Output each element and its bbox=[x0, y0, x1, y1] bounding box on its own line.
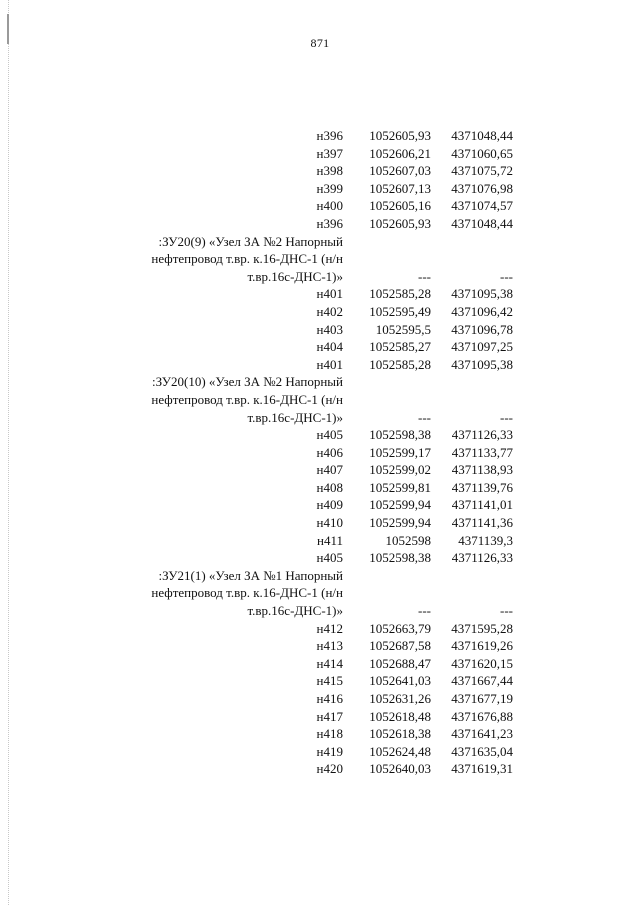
point-name: н413 bbox=[316, 638, 343, 654]
coordinate-y: 4371676,88 bbox=[451, 708, 513, 724]
point-row bbox=[116, 479, 526, 497]
point-row bbox=[116, 496, 526, 514]
point-name: н416 bbox=[316, 691, 343, 706]
coordinate-x: 1052618,48 bbox=[369, 708, 431, 724]
coordinate-y: 4371097,25 bbox=[451, 339, 513, 355]
parcel-title bbox=[116, 567, 349, 620]
point-row bbox=[116, 180, 526, 198]
coordinate-x: --- bbox=[418, 603, 431, 619]
coordinate-y: 4371126,33 bbox=[451, 427, 513, 443]
coordinate-x: 1052585,28 bbox=[369, 356, 431, 372]
parcel-title-line: нефтепровод т.вр. к.16-ДНС-1 (н/н bbox=[151, 391, 343, 407]
coordinate-x: 1052606,21 bbox=[369, 145, 431, 161]
coordinate-x: 1052585,27 bbox=[369, 339, 431, 355]
parcel-title-line: т.вр.16с-ДНС-1)» bbox=[247, 409, 343, 425]
coordinate-y: 4371060,65 bbox=[451, 145, 513, 161]
coordinate-x: --- bbox=[418, 409, 431, 425]
point-row bbox=[116, 426, 526, 444]
point-row bbox=[116, 725, 526, 743]
coordinate-x: 1052599,94 bbox=[369, 515, 431, 531]
coordinates-table bbox=[116, 127, 526, 778]
point-row bbox=[116, 285, 526, 303]
point-name: н407 bbox=[316, 462, 343, 478]
coordinate-y: 4371141,01 bbox=[451, 497, 513, 513]
parcel-title-line: т.вр.16с-ДНС-1)» bbox=[247, 603, 343, 619]
point-name: н410 bbox=[316, 515, 343, 531]
coordinate-x: 1052599,02 bbox=[369, 462, 431, 478]
coordinate-y: 4371139,3 bbox=[458, 532, 513, 548]
point-name: н396 bbox=[316, 215, 343, 231]
parcel-header-row bbox=[116, 373, 526, 426]
coordinate-x: 1052595,49 bbox=[369, 303, 431, 319]
coordinate-y: --- bbox=[500, 409, 513, 425]
point-name: н411 bbox=[317, 532, 343, 548]
coordinate-x: 1052687,58 bbox=[369, 638, 431, 654]
point-row bbox=[116, 708, 526, 726]
point-row bbox=[116, 162, 526, 180]
point-name: н396 bbox=[316, 128, 343, 143]
coordinate-x: 1052607,13 bbox=[369, 180, 431, 196]
point-row bbox=[116, 514, 526, 532]
parcel-header-row bbox=[116, 567, 526, 620]
coordinate-y: 4371048,44 bbox=[451, 215, 513, 231]
coordinate-y: 4371677,19 bbox=[451, 691, 513, 706]
point-name: н405 bbox=[316, 427, 343, 443]
point-row bbox=[116, 356, 526, 374]
point-name: н412 bbox=[316, 620, 343, 636]
coordinate-y: 4371048,44 bbox=[451, 128, 513, 143]
coordinate-x: 1052605,16 bbox=[369, 198, 431, 214]
coordinate-x: 1052598,38 bbox=[369, 427, 431, 443]
parcel-title bbox=[116, 233, 349, 286]
point-row bbox=[116, 197, 526, 215]
coordinate-y: 4371133,77 bbox=[451, 444, 513, 460]
coordinate-x: --- bbox=[418, 268, 431, 284]
point-name: н420 bbox=[316, 761, 343, 777]
coordinate-x: 1052599,81 bbox=[369, 479, 431, 495]
point-name: н415 bbox=[316, 673, 343, 689]
point-row bbox=[116, 444, 526, 462]
parcel-header-row bbox=[116, 233, 526, 286]
coordinate-x: 1052631,26 bbox=[369, 691, 431, 706]
parcel-title-line: :ЗУ21(1) «Узел ЗА №1 Напорный bbox=[158, 567, 343, 583]
coordinate-y: 4371667,44 bbox=[451, 673, 513, 689]
point-row bbox=[116, 620, 526, 638]
left-margin-scan-line bbox=[8, 0, 9, 905]
coordinate-y: 4371096,42 bbox=[451, 303, 513, 319]
point-row bbox=[116, 655, 526, 673]
point-row bbox=[116, 303, 526, 321]
point-name: н417 bbox=[316, 708, 343, 724]
coordinate-x: 1052607,03 bbox=[369, 163, 431, 179]
coordinate-x: 1052663,79 bbox=[369, 620, 431, 636]
coordinate-y: 4371138,93 bbox=[451, 462, 513, 478]
coordinate-y: 4371635,04 bbox=[451, 743, 513, 759]
coordinate-y: 4371619,26 bbox=[451, 638, 513, 654]
coordinate-x: 1052605,93 bbox=[369, 215, 431, 231]
point-row bbox=[116, 760, 526, 778]
point-row bbox=[116, 672, 526, 690]
point-name: н400 bbox=[316, 198, 343, 214]
coordinate-y: 4371641,23 bbox=[451, 726, 513, 742]
coordinate-y: 4371619,31 bbox=[451, 761, 513, 777]
coordinate-x: 1052585,28 bbox=[369, 286, 431, 302]
point-row bbox=[116, 532, 526, 550]
coordinate-y: 4371075,72 bbox=[451, 163, 513, 179]
coordinate-x: 1052599,17 bbox=[369, 444, 431, 460]
coordinate-x: 1052599,94 bbox=[369, 497, 431, 513]
point-name: н397 bbox=[316, 145, 343, 161]
parcel-title-line: нефтепровод т.вр. к.16-ДНС-1 (н/н bbox=[151, 585, 343, 601]
parcel-title-line: :ЗУ20(9) «Узел ЗА №2 Напорный bbox=[158, 233, 343, 249]
coordinate-x: 1052688,47 bbox=[369, 655, 431, 671]
point-name: н418 bbox=[316, 726, 343, 742]
coordinate-x: 1052605,93 bbox=[369, 128, 431, 143]
coordinate-y: 4371096,78 bbox=[451, 321, 513, 337]
point-name: н403 bbox=[316, 321, 343, 337]
parcel-title bbox=[116, 373, 349, 426]
coordinate-x: 1052598,38 bbox=[369, 550, 431, 566]
coordinate-y: --- bbox=[500, 603, 513, 619]
coordinate-y: 4371126,33 bbox=[451, 550, 513, 566]
coordinate-y: 4371141,36 bbox=[451, 515, 513, 531]
coordinate-y: 4371139,76 bbox=[451, 479, 513, 495]
point-row bbox=[116, 215, 526, 233]
point-name: н399 bbox=[316, 180, 343, 196]
point-name: н409 bbox=[316, 497, 343, 513]
point-name: н406 bbox=[316, 444, 343, 460]
point-row bbox=[116, 743, 526, 761]
point-name: н398 bbox=[316, 163, 343, 179]
point-row bbox=[116, 637, 526, 655]
page-number: 871 bbox=[310, 36, 330, 50]
point-name: н408 bbox=[316, 479, 343, 495]
point-name: н401 bbox=[316, 356, 343, 372]
point-row bbox=[116, 145, 526, 163]
point-name: н402 bbox=[316, 303, 343, 319]
coordinate-x: 1052624,48 bbox=[369, 743, 431, 759]
parcel-title-line: нефтепровод т.вр. к.16-ДНС-1 (н/н bbox=[151, 251, 343, 267]
coordinate-y: 4371595,28 bbox=[451, 620, 513, 636]
point-row bbox=[116, 127, 526, 145]
coordinate-y: 4371620,15 bbox=[451, 655, 513, 671]
coordinate-y: --- bbox=[500, 268, 513, 284]
point-row bbox=[116, 321, 526, 339]
coordinate-y: 4371074,57 bbox=[451, 198, 513, 214]
coordinate-x: 1052640,03 bbox=[369, 761, 431, 777]
coordinate-x: 1052618,38 bbox=[369, 726, 431, 742]
point-name: н405 bbox=[316, 550, 343, 566]
coordinate-y: 4371095,38 bbox=[451, 286, 513, 302]
coordinate-x: 1052598 bbox=[385, 532, 431, 548]
point-row bbox=[116, 690, 526, 708]
point-row bbox=[116, 461, 526, 479]
point-name: н419 bbox=[316, 743, 343, 759]
coordinate-x: 1052595,5 bbox=[375, 321, 431, 337]
coordinate-y: 4371076,98 bbox=[451, 180, 513, 196]
parcel-title-line: :ЗУ20(10) «Узел ЗА №2 Напорный bbox=[151, 374, 343, 390]
point-row bbox=[116, 549, 526, 567]
point-name: н414 bbox=[316, 655, 343, 671]
coordinate-x: 1052641,03 bbox=[369, 673, 431, 689]
point-name: н404 bbox=[316, 339, 343, 355]
parcel-title-line: т.вр.16с-ДНС-1)» bbox=[247, 268, 343, 284]
coordinate-y: 4371095,38 bbox=[451, 356, 513, 372]
point-row bbox=[116, 338, 526, 356]
point-name: н401 bbox=[316, 286, 343, 302]
